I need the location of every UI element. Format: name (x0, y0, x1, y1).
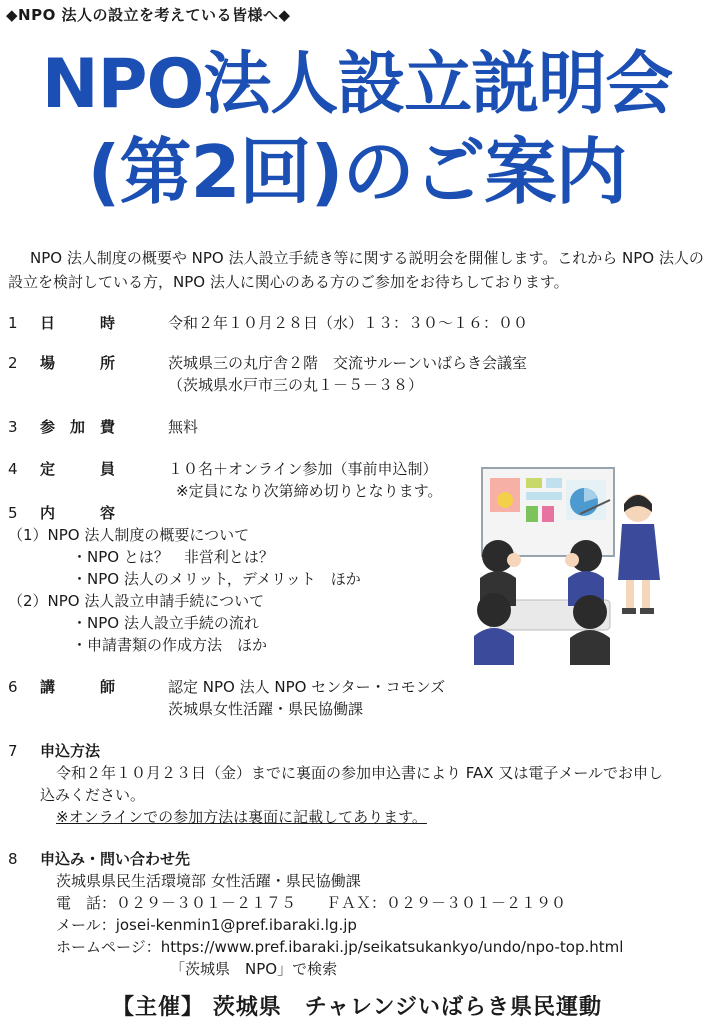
item-place-label: 場 所 (40, 354, 116, 372)
item-apply-note: ※オンラインでの参加方法は裏面に記載してあります。 (56, 808, 427, 826)
item-place-sub: （茨城県水戸市三の丸１－５－３８） (168, 376, 424, 394)
item-apply-num: 7 (8, 742, 18, 760)
contact-org: 茨城県県民生活環境部 女性活躍・県民協働課 (56, 872, 361, 890)
item-place-num: 2 (8, 354, 18, 372)
content-bullet-2-2: ・申請書類の作成方法 ほか (72, 636, 268, 654)
item-contact-label: 申込み・問い合わせ先 (40, 850, 191, 868)
item-fee-label: 参 加 費 (40, 418, 116, 436)
item-apply-label: 申込方法 (40, 742, 101, 760)
item-contact-num: 8 (8, 850, 18, 868)
item-lecturer-sub: 茨城県女性活躍・県民協働課 (168, 700, 364, 718)
item-date-value: 令和２年１０月２８日（水）１３：３０～１６：００ (168, 314, 529, 332)
item-lecturer-label: 講 師 (40, 678, 116, 696)
meeting-illustration (470, 460, 710, 670)
item-apply-text-2: 込みください。 (40, 786, 146, 804)
item-apply-text-1: 令和２年１０月２３日（金）までに裏面の参加申込書により FAX 又は電子メールでお申し (56, 764, 664, 782)
item-capacity-label: 定 員 (40, 460, 116, 478)
contact-email: メール：josei-kenmin1@pref.ibaraki.lg.jp (56, 916, 357, 934)
item-lecturer-num: 6 (8, 678, 18, 696)
content-section-1: （1）NPO 法人制度の概要について (8, 526, 250, 544)
item-date-label: 日 時 (40, 314, 116, 332)
item-capacity-num: 4 (8, 460, 18, 478)
kicker-text: ◆NPO 法人の設立を考えている皆様へ◆ (6, 6, 291, 24)
footer-organizer: 【主催】 茨城県 チャレンジいばらき県民運動 (112, 995, 602, 1020)
contact-search-hint: 「茨城県 NPO」で検索 (170, 960, 338, 978)
page-title: NPO法人設立説明会 (41, 45, 673, 124)
item-date-num: 1 (8, 314, 18, 332)
item-content-num: 5 (8, 504, 18, 522)
content-bullet-1-2: ・NPO 法人のメリット，デメリット ほか (72, 570, 361, 588)
content-section-2: （2）NPO 法人設立申請手続について (8, 592, 265, 610)
content-bullet-1-1: ・NPO とは？ 非営利とは？ (72, 548, 274, 566)
item-fee-value: 無料 (168, 418, 199, 436)
intro-paragraph: NPO 法人制度の概要や NPO 法人設立手続き等に関する説明会を開催します。これから NPO 法人の設立を検討している方，NPO 法人に関心のある方のご参加をお待ちしております。 (8, 249, 704, 291)
item-capacity-sub: ※定員になり次第締め切りとなります。 (176, 482, 443, 500)
contact-website: ホームページ：https://www.pref.ibaraki.jp/seikatsukankyo/undo/npo-top.html (56, 938, 624, 956)
item-content-label: 内 容 (40, 504, 116, 522)
item-place-value: 茨城県三の丸庁舎２階 交流サルーンいばらき会議室 (168, 354, 527, 372)
item-capacity-value: １０名＋オンライン参加（事前申込制） (168, 460, 438, 478)
contact-tel-fax: 電 話：０２９－３０１－２１７５ ＦＡＸ：０２９－３０１－２１９０ (56, 894, 567, 912)
content-bullet-2-1: ・NPO 法人設立手続の流れ (72, 614, 259, 632)
page-subtitle: (第2回)のご案内 (87, 130, 627, 214)
item-lecturer-value: 認定 NPO 法人 NPO センター・コモンズ (168, 678, 446, 696)
item-fee-num: 3 (8, 418, 18, 436)
